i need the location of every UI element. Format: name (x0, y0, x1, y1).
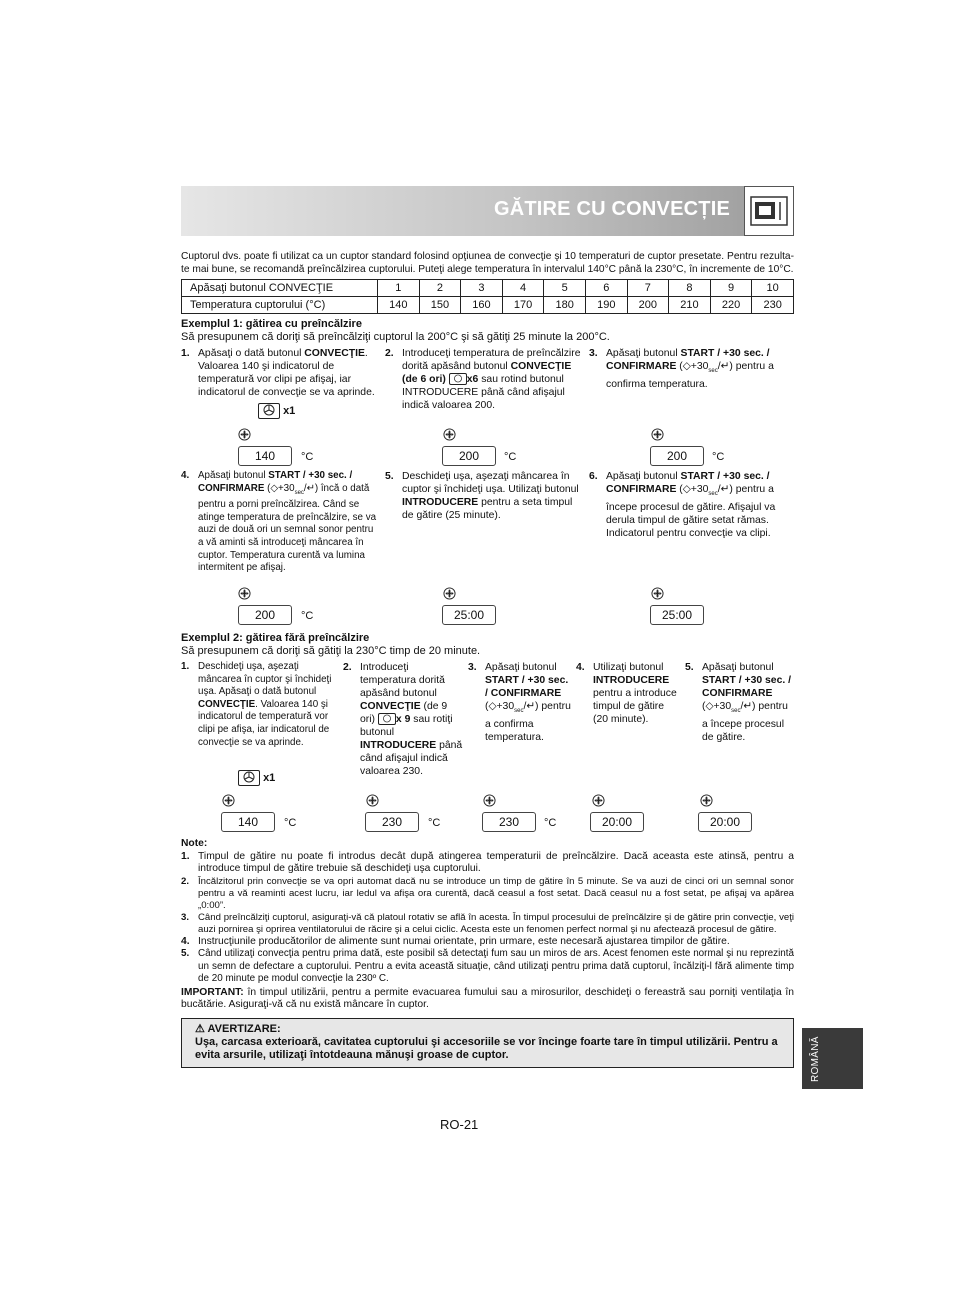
table-cell: 6 (585, 280, 627, 297)
table-cell: 9 (710, 280, 752, 297)
oven-display: 230 (365, 812, 419, 832)
step-text: Apăsaţi butonul (606, 348, 681, 359)
ex2-step-3: 3. Apăsaţi butonul START / +30 sec. / CONFIRMARE $(◇+30_{sec}/↵)$ pentru a confirma temperatura. (468, 662, 571, 744)
ex1-step-4: 4. Apăsaţi butonul START / +30 sec. / CONFIRMARE $(◇+30_{sec}/↵)$ încă o dată pentru a porni preîncălzirea. Când se atinge temperatura de preîncălzire, se va auzi de două ori un semnal sonor pentru a vă aminti să introduceţi mâncarea în cuptor. Temperatura curentă va lumina intermitent pe afişaj. (181, 470, 377, 574)
step-text: (de 9 ori) (360, 701, 448, 725)
step-bold: START / +30 sec. / CONFIRMARE (606, 348, 770, 372)
warning-box (181, 1018, 794, 1068)
step-bold: START / +30 sec. / CONFIRMARE (606, 471, 770, 495)
table-row (182, 280, 794, 297)
fan-icon (483, 794, 496, 807)
page-title: GĂTIRE CU CONVECȚIE (493, 198, 730, 220)
oven-display: 200 (238, 605, 292, 625)
step-bold: CONVECŢIE (de 6 ori) (402, 361, 572, 385)
step-text: . Valoarea 140 şi indicatorul de temperatură vor clipi pe afişaj, iar indicatorul de convecţie se va aprinde. (198, 348, 375, 398)
table-cell: 1 (378, 280, 420, 297)
fan-icon (651, 587, 664, 600)
step-bold: CONVECŢIE (360, 701, 421, 712)
important-note: IMPORTANT: în timpul utilizării, pentru a permite evacuarea fumului sau a mirosurilor, deschideţi o fereastră sau porniţi ventilaţia în bucătărie. Asiguraţi-vă că nu există mâncare în cuptor. (181, 986, 794, 1010)
ex1-step-1 (181, 347, 381, 399)
example-2-title: Exemplul 2: gătirea fără preîncălzire (181, 632, 370, 644)
step-text: Introduceţi temperatura de preîncălzire dorită apăsând butonul (402, 348, 581, 372)
step-number: 6. (589, 471, 598, 482)
oven-display: 140 (238, 446, 292, 466)
table-cell: 220 (710, 297, 752, 314)
step-text: Deschideţi uşa, aşezaţi mâncarea în cuptor şi închideţi uşa. Apăsaţi o dată butonul (198, 661, 332, 698)
step-number: 3. (468, 662, 477, 673)
temperature-table (181, 279, 794, 314)
fan-icon (366, 794, 379, 807)
oven-icon (744, 186, 794, 236)
step-number: 1. (181, 661, 190, 672)
example-1-subtitle: Să presupunem că doriţi să preîncălziţi cuptorul la 200°C şi să gătiţi 25 minute la 200°C. (181, 331, 610, 343)
fan-icon (443, 428, 456, 441)
step-text: pentru a confirma temperatura. (606, 361, 774, 391)
step-number: 3. (589, 348, 598, 359)
warning-text: Uşa, carcasa exterioară, cavitatea cuptorului şi accesoriile se vor încinge foarte tare în timpul utilizării. Pentru a evita arsurile, utilizaţi întotdeauna mănuşi groase de cuptor. (195, 1036, 778, 1061)
oven-display: 200 (650, 446, 704, 466)
ex1-step-6: 6. Apăsaţi butonul START / +30 sec. / CONFIRMARE $(◇+30_{sec}/↵)$ pentru a începe procesul de gătire. Afişajul va derula timpul de gătire setat rămas. Indicatorul pentru convecţie va clipi. (589, 471, 776, 540)
step-text: Apăsaţi butonul (198, 470, 269, 481)
step-text: Utilizaţi butonul (593, 662, 664, 673)
step-bold: CONVECŢIE (198, 698, 256, 710)
convection-button-icon (378, 713, 396, 725)
table-cell: 7 (627, 280, 669, 297)
step-text: pentru a începe procesul de gătire. (702, 701, 788, 744)
table-cell: 3 (461, 280, 503, 297)
step-text: pentru a confirma temperatura. (485, 701, 571, 744)
start-button-icon: $◇+30_{sec}/↵$ (270, 482, 315, 496)
table-cell: 5 (544, 280, 586, 297)
celsius-unit: °C (544, 817, 557, 829)
start-button-icon: $◇+30_{sec}/↵$ (488, 701, 536, 715)
table-row-label: Temperatura cuptorului (°C) (182, 297, 378, 314)
convection-button-icon (449, 373, 467, 385)
oven-display: 200 (442, 446, 496, 466)
table-row-label: Apăsaţi butonul CONVECŢIE (182, 280, 378, 297)
page-number: RO-21 (440, 1117, 479, 1132)
step-text: Apăsaţi butonul (702, 662, 774, 673)
ex1-step-5 (385, 470, 585, 522)
oven-display: 140 (221, 812, 275, 832)
start-button-icon: $◇+30_{sec}/↵$ (682, 361, 730, 375)
convection-button-icon (258, 403, 295, 419)
step-bold: INTRODUCERE (402, 497, 479, 508)
convection-button-icon (238, 770, 275, 786)
fan-icon (443, 587, 456, 600)
example-1-title: Exemplul 1: gătirea cu preîncălzire (181, 318, 362, 330)
table-row (182, 297, 794, 314)
step-bold: START / +30 sec. / CONFIRMARE (485, 675, 569, 699)
oven-display: 20:00 (698, 812, 752, 832)
oven-display: 230 (482, 812, 536, 832)
step-text: pentru a începe procesul de gătire. Afişajul va derula timpul de gătire setat rămas. Indicatorul pentru convecţie va clipi. (606, 484, 776, 540)
celsius-unit: °C (504, 451, 517, 463)
notes-section (181, 838, 794, 1012)
ex2-step-1 (181, 661, 336, 749)
step-text: . Valoarea 140 şi indicatorul de temperatură vor clipi pe afişa, iar indicatorul de convecţie se va aprinde. (198, 698, 330, 748)
step-text: încă o dată pentru a porni preîncălzirea. Când se atinge temperatura de preîncălzire, se va auzi de două ori un semnal sonor pentru a vă aminti să introduceţi mâncarea în cuptor. Temperatura curentă va lumina intermitent pe afişaj. (198, 482, 377, 574)
table-cell: 210 (669, 297, 711, 314)
section-header (181, 186, 794, 236)
step-number: 4. (576, 662, 585, 673)
example-2-subtitle: Să presupunem că doriţi să gătiţi la 230°C timp de 20 minute. (181, 645, 481, 657)
table-cell: 8 (669, 280, 711, 297)
step-text: până când afişajul indică valoarea 230. (360, 740, 463, 777)
step-bold: START / +30 sec. / CONFIRMARE (702, 675, 792, 699)
table-cell: 150 (419, 297, 461, 314)
celsius-unit: °C (301, 451, 314, 463)
table-cell: 4 (502, 280, 544, 297)
start-button-icon: $◇+30_{sec}/↵$ (682, 484, 730, 498)
note-item: 2. Încălzitorul prin convecţie se va opri automat dacă nu se introduce un timp de gătire în 5 minute. Se va auzi de cinci ori un semnal sonor pentru a vă reaminti acest lucru, iar ledul va afişa ora curentă, dacă ceasul a fost setat. Dacă ceasul nu a fost setat, pe afişaj va apărea „0:00”. (181, 875, 794, 911)
fan-icon (238, 428, 251, 441)
step-text: sau rotiţi butonul (360, 714, 453, 738)
step-number: 2. (385, 348, 394, 359)
fan-icon (700, 794, 713, 807)
step-number: 5. (385, 471, 394, 482)
step-number: 5. (685, 662, 694, 673)
step-number: 2. (343, 662, 352, 673)
step-text: Apăsaţi o dată butonul (198, 348, 305, 359)
step-text: sau rotind butonul INTRODUCERE până când afişajul indică valoarea 200. (402, 374, 565, 411)
table-cell: 160 (461, 297, 503, 314)
ex2-step-5: 5. Apăsaţi butonul START / +30 sec. / CONFIRMARE $(◇+30_{sec}/↵)$ pentru a începe procesul de gătire. (685, 662, 792, 744)
step-bold: CONVECŢIE (304, 348, 365, 359)
step-text: Deschideţi uşa, aşezaţi mâncarea în cuptor şi închideţi uşa. Utilizaţi butonul (402, 471, 579, 495)
step-text: Introduceţi temperatura dorită apăsând butonul (360, 662, 445, 699)
celsius-unit: °C (284, 817, 297, 829)
step-number: 4. (181, 470, 190, 481)
warning-icon: ⚠ (195, 1023, 205, 1035)
oven-display: 25:00 (442, 605, 496, 625)
fan-icon (238, 587, 251, 600)
celsius-unit: °C (712, 451, 725, 463)
step-number: 1. (181, 348, 190, 359)
ex1-step-3: 3. Apăsaţi butonul START / +30 sec. / CONFIRMARE $(◇+30_{sec}/↵)$ pentru a confirma temperatura. (589, 348, 774, 391)
table-cell: 200 (627, 297, 669, 314)
ex1-step-2 (385, 347, 585, 412)
celsius-unit: °C (428, 817, 441, 829)
table-cell: 180 (544, 297, 586, 314)
step-bold: START / +30 sec. / CONFIRMARE (198, 470, 353, 494)
oven-display: 25:00 (650, 605, 704, 625)
note-item: 5. Când utilizaţi convecţia pentru prima dată, este posibil să detectaţi fum sau un miros de ars. Acest fenomen este normal şi nu reprezintă un semn de defectare a cuptorului. Pentru a evita această situaţie, când utilizaţi pentru prima dată cuptorul, încălziţi-l fără alimente timp de 20 minute pe modul convecţie la 230º C. (181, 948, 794, 984)
start-button-icon: $◇+30_{sec}/↵$ (705, 701, 753, 715)
table-cell: 230 (752, 297, 794, 314)
step-bold: INTRODUCERE (360, 740, 437, 751)
ex2-step-2 (343, 661, 463, 778)
table-cell: 170 (502, 297, 544, 314)
table-cell: 10 (752, 280, 794, 297)
intro-paragraph: Cuptorul dvs. poate fi utilizat ca un cuptor standard folosind opţiunea de convecţie şi 10 temperaturi de cuptor presetate. Pentru rezultate mai bune, se recomandă preîncălzirea cuptorului. Puteţi alege temperatura în intervalul 140°C până la 230°C, în incremente de 10°C. (181, 251, 794, 275)
table-cell: 140 (378, 297, 420, 314)
fan-icon (651, 428, 664, 441)
table-cell: 190 (585, 297, 627, 314)
note-item: 1. Timpul de gătire nu poate fi introdus decât după atingerea temperaturii de preîncălzire. Dacă aceasta este atinsă, pentru a introduce timpul de gătire trebuie să deschideţi uşa cuptorului. (181, 850, 794, 874)
press-multiplier: x 9 (395, 714, 411, 725)
ex2-step-4 (576, 661, 681, 726)
table-cell: 2 (419, 280, 461, 297)
language-side-tab (802, 1028, 863, 1089)
fan-icon (592, 794, 605, 807)
press-multiplier: x6 (466, 374, 479, 385)
language-label: ROMÂNĂ (810, 1036, 821, 1082)
press-multiplier: x1 (283, 404, 296, 417)
note-item: 4. Instrucţiunile producătorilor de alimente sunt numai orientate, prin urmare, este necesară ajustarea timpilor de gătire. (181, 935, 730, 947)
warning-title: AVERTIZARE: (207, 1023, 281, 1035)
notes-title: Note: (181, 838, 208, 849)
press-multiplier: x1 (263, 771, 276, 784)
step-text: pentru a introduce timpul de gătire (20 minute). (593, 688, 677, 725)
step-text: Apăsaţi butonul (485, 662, 557, 673)
step-text: pentru a seta timpul de gătire (25 minute). (402, 497, 573, 521)
fan-icon (222, 794, 235, 807)
celsius-unit: °C (301, 610, 314, 622)
note-item: 3. Când preîncălziţi cuptorul, asiguraţi-vă că platoul rotativ se află în acesta. În timpul procesului de preîncălzire şi de gătire prin convecţie, veţi auzi pornirea şi oprirea ventilatorului de răcire şi a celui ciclic. Acesta este un fenomen perfect normal şi nu afectează procesul de gătire. (181, 911, 794, 935)
step-bold: INTRODUCERE (593, 675, 670, 686)
step-text: Apăsaţi butonul (606, 471, 681, 482)
oven-display: 20:00 (590, 812, 644, 832)
